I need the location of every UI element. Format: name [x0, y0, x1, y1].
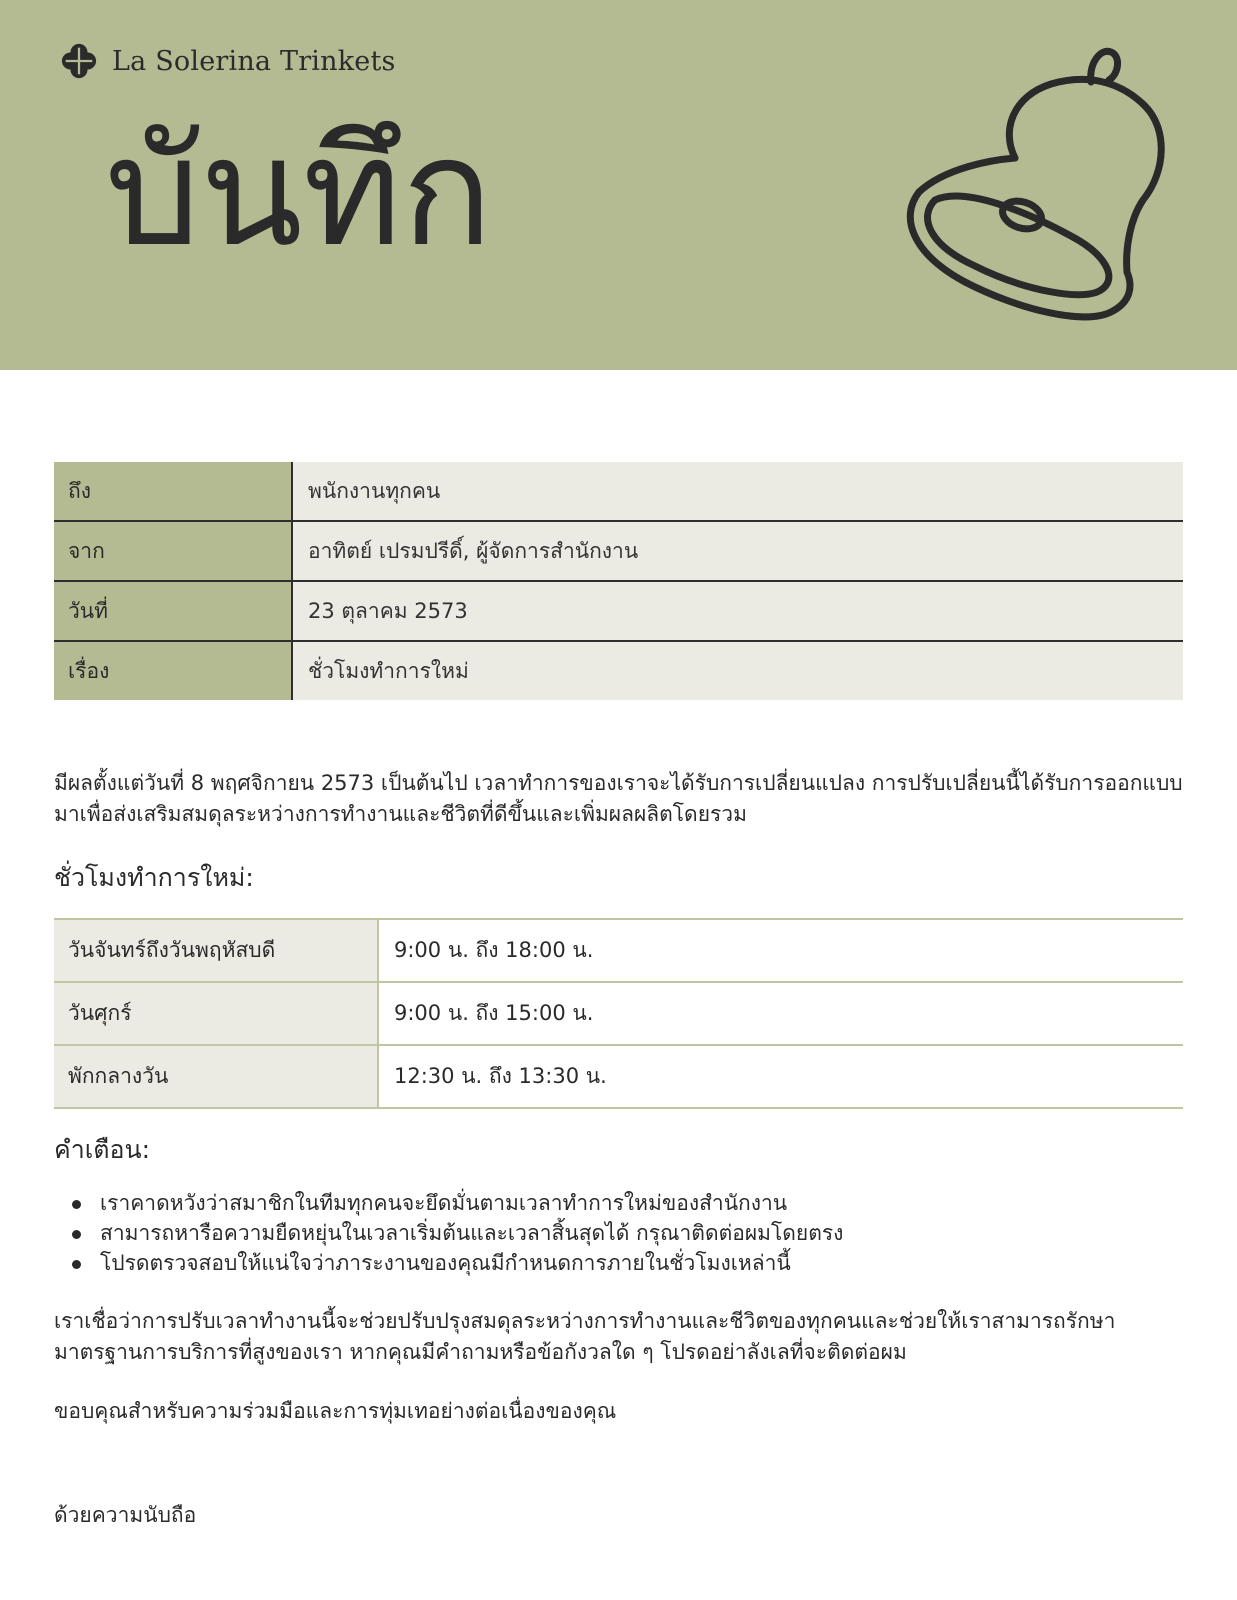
memo-label-subject: เรื่อง — [54, 642, 293, 700]
hours-time: 12:30 น. ถึง 13:30 น. — [394, 1064, 607, 1088]
memo-value-from: อาทิตย์ เปรมปรีดิ์, ผู้จัดการสำนักงาน — [293, 522, 1183, 580]
page-title: บันทึก — [105, 106, 493, 280]
memo-value-subject: ชั่วโมงทำการใหม่ — [293, 642, 1183, 700]
hours-heading: ชั่วโมงทำการใหม่: — [54, 863, 254, 892]
memo-row-to — [54, 462, 1183, 522]
memo-label-to: ถึง — [54, 462, 293, 520]
thanks-text: ขอบคุณสำหรับความร่วมมือและการทุ่มเทอย่างต่อเนื่องของคุณ — [54, 1399, 617, 1423]
memo-value-date: 23 ตุลาคม 2573 — [293, 582, 1183, 640]
brand-name: La Solerina Trinkets — [112, 45, 396, 77]
hours-row — [54, 920, 1183, 983]
hours-day: วันศุกร์ — [54, 983, 379, 1044]
list-item: สามารถหารือความยืดหยุ่นในเวลาเริ่มต้นและเวลาสิ้นสุดได้ กรุณาติดต่อผมโดยตรง — [54, 1218, 843, 1248]
memo-row-from — [54, 522, 1183, 582]
hours-row — [54, 983, 1183, 1046]
intro-paragraph: มีผลตั้งแต่วันที่ 8 พฤศจิกายน 2573 เป็นต้นไป เวลาทำการของเราจะได้รับการเปลี่ยนแปลง การปรับเปลี่ยนนี้ได้รับการออกแบบมาเพื่อส่งเสริมสมดุลระหว่างการทำงานและชีวิตที่ดีขึ้นและเพิ่มผลผลิตโดยรวม — [54, 771, 1183, 826]
quatrefoil-logo-icon — [60, 42, 98, 80]
hours-row — [54, 1046, 1183, 1109]
hours-time: 9:00 น. ถึง 15:00 น. — [394, 1001, 594, 1025]
list-item: เราคาดหวังว่าสมาชิกในทีมทุกคนจะยึดมั่นตามเวลาทำการใหม่ของสำนักงาน — [54, 1188, 843, 1218]
memo-row-subject — [54, 642, 1183, 700]
notes-list — [54, 1188, 843, 1278]
closing-paragraph: เราเชื่อว่าการปรับเวลาทำงานนี้จะช่วยปรับปรุงสมดุลระหว่างการทำงานและชีวิตของทุกคนและช่วยให้เราสามารถรักษามาตรฐานการบริการที่สูงของเรา หากคุณมีคำถามหรือข้อกังวลใด ๆ โปรดอย่าลังเลที่จะติดต่อผม — [54, 1309, 1116, 1364]
hours-table — [54, 918, 1183, 1109]
memo-row-date — [54, 582, 1183, 642]
memo-label-date: วันที่ — [54, 582, 293, 640]
list-item: โปรดตรวจสอบให้แน่ใจว่าภาระงานของคุณมีกำหนดการภายในชั่วโมงเหล่านี้ — [54, 1248, 843, 1278]
brand — [60, 42, 396, 80]
hours-day: พักกลางวัน — [54, 1046, 379, 1107]
signoff-text: ด้วยความนับถือ — [54, 1503, 197, 1527]
memo-header-table — [54, 462, 1183, 700]
header-banner — [0, 0, 1237, 370]
hours-time: 9:00 น. ถึง 18:00 น. — [394, 938, 594, 962]
memo-value-to: พนักงานทุกคน — [293, 462, 1183, 520]
notes-heading: คำเตือน: — [54, 1135, 151, 1164]
hours-day: วันจันทร์ถึงวันพฤหัสบดี — [54, 920, 379, 981]
memo-label-from: จาก — [54, 522, 293, 580]
bell-icon — [905, 40, 1190, 335]
